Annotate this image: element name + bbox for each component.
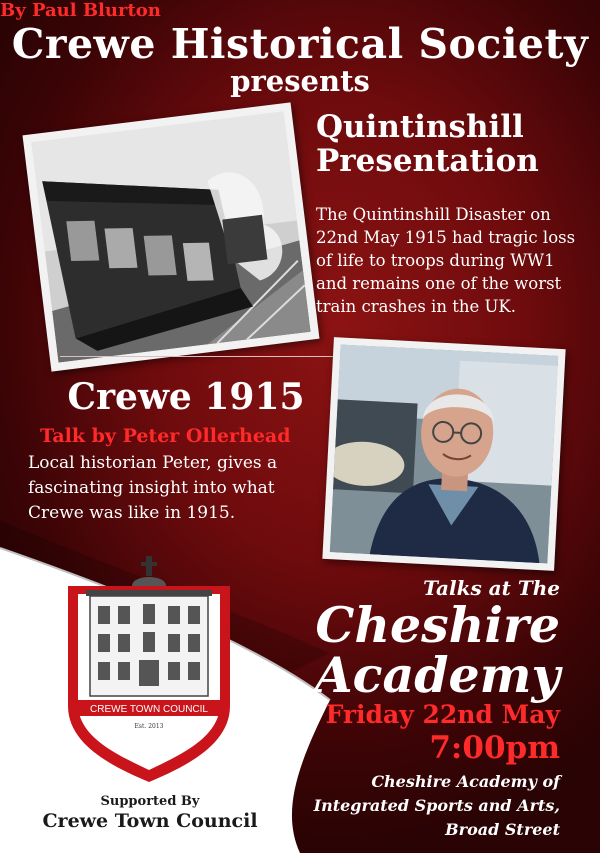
train-wreck-photo — [23, 102, 320, 371]
crest-band-text: CREWE TOWN COUNCIL — [90, 704, 208, 715]
venue-address — [314, 770, 560, 842]
train-wreck-image — [31, 111, 310, 362]
talk1-speaker: By Paul Blurton — [0, 0, 161, 21]
supporter-name: Crewe Town Council — [42, 810, 258, 832]
event-time: 7:00pm — [429, 730, 560, 766]
supported-by-label: Supported By — [100, 794, 200, 809]
venue-line2: Academy — [314, 646, 560, 704]
address-line3: Broad Street — [445, 820, 560, 839]
talk2-description: Local historian Peter, gives a fascinating insight into what Crewe was like in 1915. — [28, 453, 278, 523]
venue-line1: Cheshire — [315, 596, 560, 654]
speaker-portrait-photo — [322, 337, 565, 571]
talks-at-label: Talks at The — [423, 576, 560, 600]
event-date: Friday 22nd May — [325, 700, 560, 729]
talk2-speaker: Talk by Peter Ollerhead — [40, 425, 291, 447]
address-line1: Cheshire Academy of — [371, 772, 560, 791]
venue-name — [314, 596, 560, 704]
talk2-title: Crewe 1915 — [67, 376, 305, 418]
talk1-description: The Quintinshill Disaster on 22nd May 1915 had tragic loss of life to troops during WW1 and remains one of the worst train crashes in the UK. — [316, 205, 576, 316]
crest-est-text: Est. 2013 — [134, 723, 164, 730]
talk1-title-line2: Presentation — [316, 143, 539, 179]
presents-subtitle: presents — [230, 64, 370, 98]
address-line2: Integrated Sports and Arts, — [313, 796, 560, 815]
talk1-title — [316, 110, 539, 178]
crewe-town-council-crest — [62, 556, 236, 784]
page-title: Crewe Historical Society — [11, 20, 589, 68]
talk1-title-line1: Quintinshill — [316, 109, 524, 145]
